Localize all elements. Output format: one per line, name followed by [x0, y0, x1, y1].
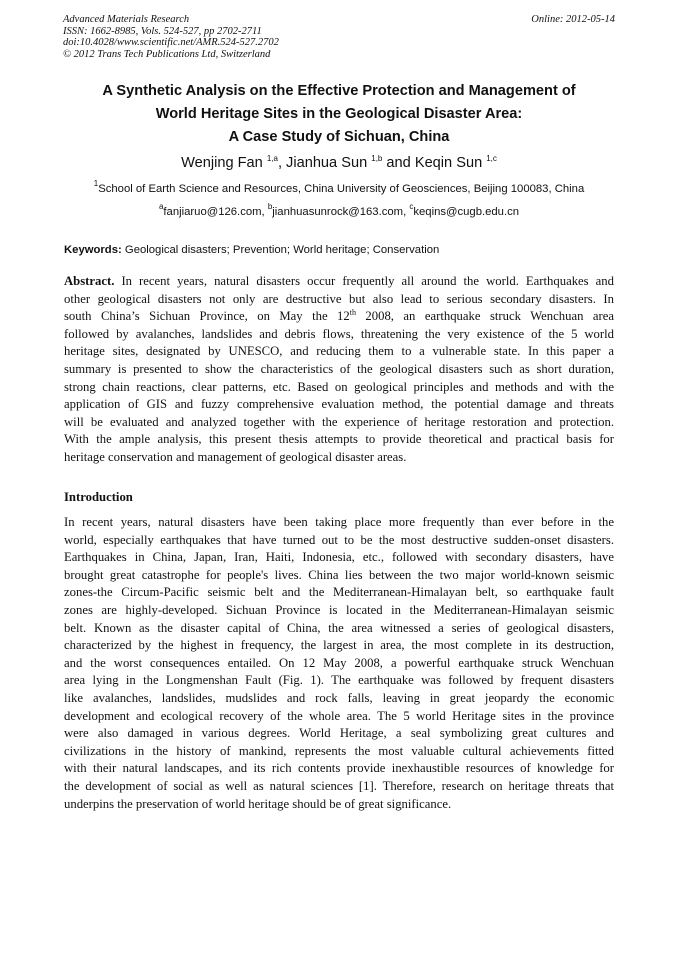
email-a: fanjiaruo@126.com, — [163, 206, 268, 218]
introduction-heading: Introduction — [64, 490, 133, 504]
intro-line: underpins the preservation of world heritage should be of great significance. — [64, 796, 452, 811]
abstract-line: other geological disasters not only are destructive but also lead to serious secondary disasters. In — [64, 291, 614, 306]
online-date: Online: 2012-05-14 — [531, 14, 615, 25]
abstract-text: 2008, an earthquake struck Wenchuan area — [355, 309, 614, 324]
journal-name: Advanced Materials Research — [63, 14, 190, 25]
intro-line: civilizations in the history of mankind, represents the most valuable cultural achievements fitted — [64, 743, 614, 758]
intro-line: like avalanches, landslides, mudslides and rock falls, leaving in great jeopardy the economic — [64, 690, 614, 705]
affiliation-text: School of Earth Science and Resources, China University of Geosciences, Beijing 100083, China — [98, 183, 585, 195]
paper-title — [40, 80, 638, 149]
abstract-line: heritage sites, designated by UNESCO, and reducing them to a vulnerable state. In this paper a — [64, 344, 614, 359]
abstract-line: With the ample analysis, this present thesis attempts to provide theoretical and practical basis for — [64, 432, 614, 447]
doi-line: doi:10.4028/www.scientific.net/AMR.524-527.2702 — [63, 37, 279, 48]
email-list — [40, 204, 638, 220]
abstract-line — [64, 308, 614, 326]
intro-line: In recent years, natural disasters have been taking place more frequently than ever before in the — [64, 515, 614, 529]
keywords — [64, 242, 616, 258]
email-a-marker: a — [158, 202, 164, 211]
abstract-line: summary is presented to show the characteristics of the geological disasters such as short duration, — [64, 361, 614, 376]
abstract-text: south China’s Sichuan Province, on May the 12 — [64, 309, 350, 324]
abstract-line: followed by avalanches, landslides and debris flows, threatening the very existence of the 5 world — [64, 326, 614, 341]
email-c-marker: c — [409, 202, 414, 211]
intro-line: with their natural landscapes, and its rich contents provide inexhaustible resources of knowledge for — [64, 761, 614, 776]
author-list — [40, 153, 638, 173]
abstract-line: strong chain reactions, clear patterns, etc. Based on geological principles and methods and with the — [64, 379, 614, 394]
journal-header — [63, 14, 615, 60]
author-2-affil: 1,b — [371, 154, 383, 163]
abstract-label: Abstract. — [64, 274, 115, 288]
abstract-line: will be evaluated and analyzed together with the experience of heritage restoration and protection. — [64, 414, 614, 429]
abstract-line — [64, 273, 614, 291]
author-separator-1: , Jianhua Sun — [277, 155, 372, 171]
abstract — [64, 273, 614, 467]
intro-line: and the worst consequences entailed. On 12 May 2008, a powerful earthquake struck Wenchuan — [64, 655, 614, 670]
title-line-3: A Case Study of Sichuan, China — [228, 129, 450, 145]
email-b-marker: b — [267, 202, 273, 211]
author-1: Wenjing Fan — [181, 155, 267, 171]
intro-line: area lying in the Longmenshan Fault (Fig. 1). The earthquake was followed by frequent disasters — [64, 673, 614, 688]
author-separator-2: and Keqin Sun — [382, 155, 487, 171]
introduction-body — [64, 514, 614, 813]
abstract-text: In recent years, natural disasters occur frequently all around the world. Earthquakes and — [114, 274, 614, 288]
title-line-2: World Heritage Sites in the Geological Disaster Area: — [155, 106, 523, 122]
intro-line: brought great catastrophe for people's lives. China lies between the two major world-known seismic — [64, 567, 614, 582]
title-line-1: A Synthetic Analysis on the Effective Protection and Management of — [102, 83, 576, 99]
copyright-line: © 2012 Trans Tech Publications Ltd, Switzerland — [63, 48, 271, 60]
intro-line: characterized by the highest in frequency, the largest in area, the most complete in its destruction, — [64, 638, 614, 653]
affiliation-marker: 1 — [93, 179, 99, 188]
intro-line: Earthquakes in China, Japan, Iran, Haiti, Indonesia, etc., followed with secondary disasters, have — [64, 550, 614, 565]
abstract-line: application of GIS and fuzzy comprehensive evaluation method, the potential damage and threats — [64, 397, 614, 412]
abstract-line: heritage conservation and management of geological disaster areas. — [64, 449, 407, 464]
email-b: jianhuasunrock@163.com, — [272, 206, 410, 218]
intro-line: were also damaged in various degrees. World Heritage, a seal symbolizing great cultures and — [64, 726, 614, 741]
affiliation — [40, 181, 638, 197]
intro-line: world, especially earthquakes that have turned out to be the most destructive sudden-onset disasters. — [64, 532, 614, 547]
issn-line: ISSN: 1662-8985, Vols. 524-527, pp 2702-2711 — [63, 25, 262, 37]
ordinal-suffix: th — [349, 308, 356, 318]
email-c: keqins@cugb.edu.cn — [413, 206, 520, 218]
intro-line: belt. Known as the disaster capital of China, the area witnessed a series of geological disasters, — [64, 620, 614, 635]
intro-line: zones are highly-developed. Sichuan Province is located in the Mediterranean-Himalayan seismic — [64, 602, 614, 617]
author-1-affil: 1,a — [266, 154, 278, 163]
intro-line: development and ecological recovery of the whole area. The 5 world Heritage sites in the province — [64, 708, 614, 723]
intro-line: zones-the Circum-Pacific seismic belt and the Mediterranean-Himalayan belt, so earthquake fault — [64, 585, 614, 600]
keywords-text: Geological disasters; Prevention; World heritage; Conservation — [121, 244, 440, 256]
keywords-label: Keywords: — [64, 244, 122, 256]
intro-line: the development of social as well as natural sciences [1]. Therefore, research on heritage threats that — [64, 778, 614, 793]
author-3-affil: 1,c — [486, 154, 497, 163]
